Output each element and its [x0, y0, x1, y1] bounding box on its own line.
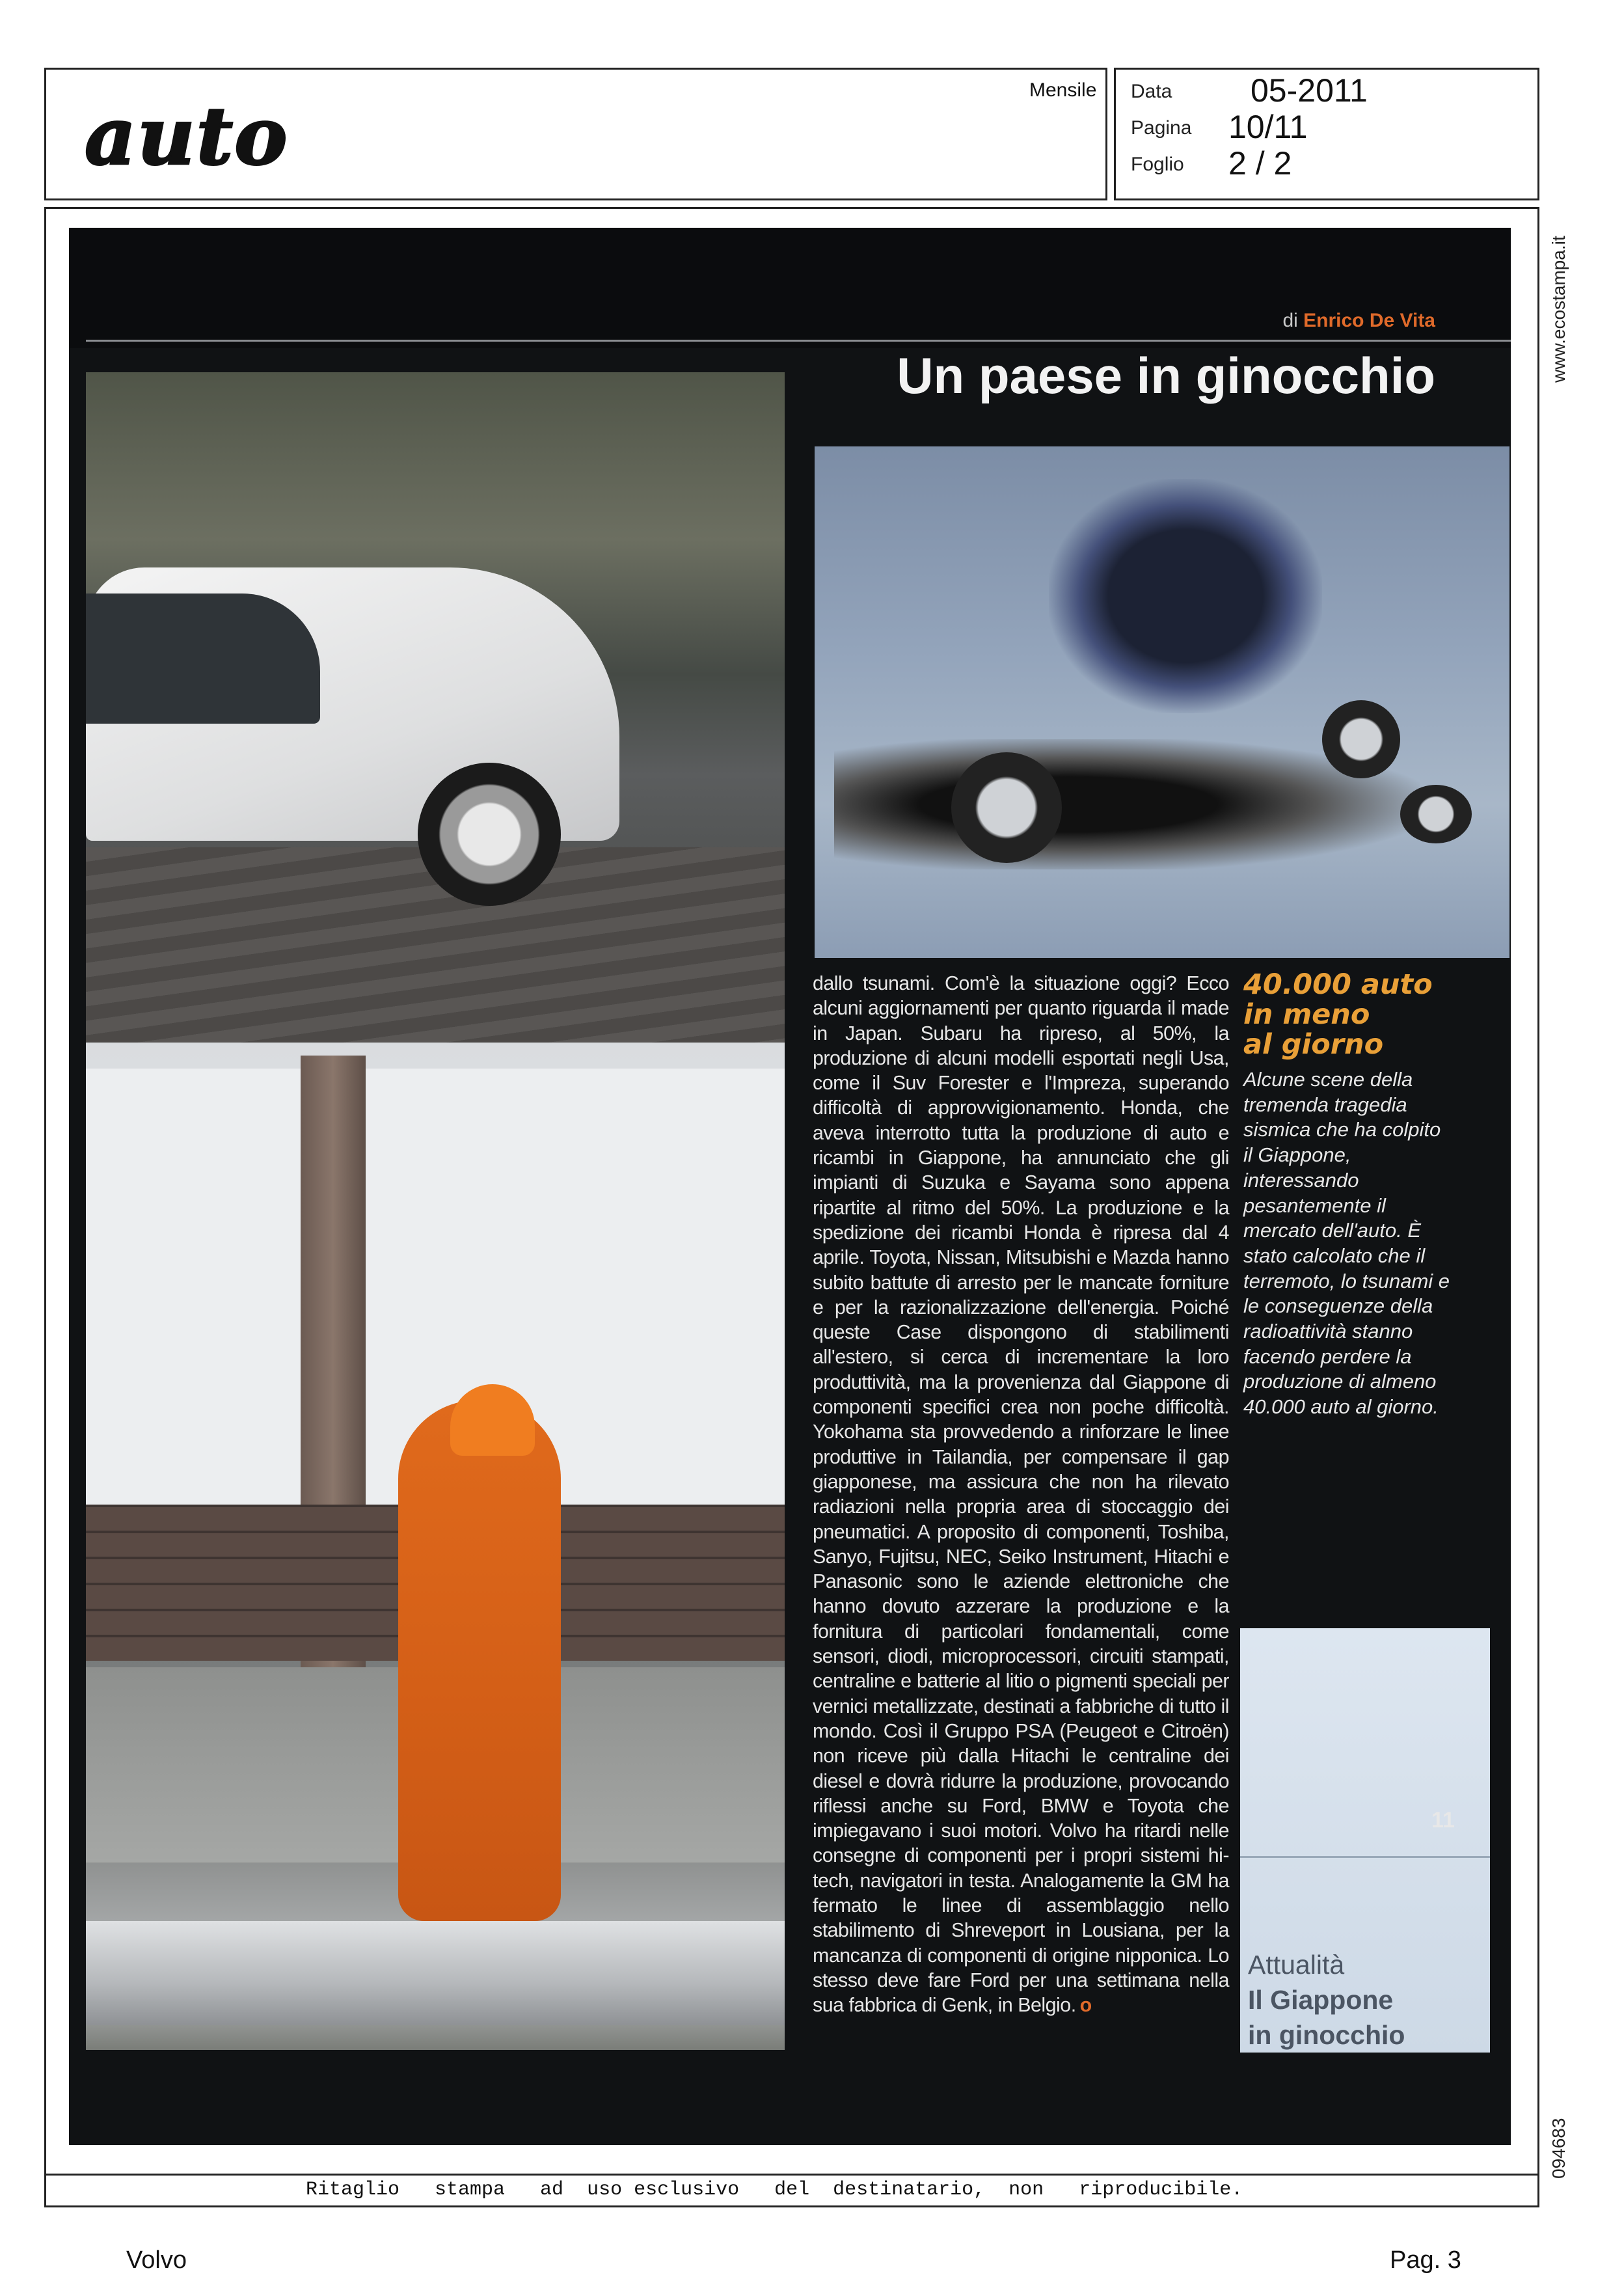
frequency-label: Mensile: [1029, 79, 1097, 101]
photo-car-wheel: [418, 763, 561, 906]
meta-sheet-label: Foglio: [1131, 154, 1184, 175]
photo-tire: [951, 752, 1062, 863]
footer-left: Volvo: [126, 2246, 187, 2274]
meta-date-value: 05-2011: [1251, 72, 1368, 109]
brand-logo: auto: [85, 89, 289, 183]
meta-sheet-value: 2 / 2: [1228, 145, 1292, 182]
magazine-page: [69, 228, 1511, 2145]
photo-flood-debris: [815, 446, 1509, 958]
section-tab-topic: Il Giappone: [1248, 1985, 1394, 2015]
notice-rule: [44, 2174, 1539, 2176]
byline-prefix: di: [1282, 310, 1298, 331]
meta-date-label: Data: [1131, 81, 1172, 102]
article-body-text: dallo tsunami. Com'è la situazione oggi? Ecco alcuni aggiornamenti per quanto riguarda il made in Japan. Subaru ha ripreso, al 50%, la produzione di alcuni modelli esportati negli Usa, come il Suv Forester e l'Impreza, superando difficoltà di approvvigionamento. Honda, che aveva interrotto tutta la produzione di auto e ricambi in Giappone, ha annunciato che gli impianti di Suzuka e Sayama sono appena ripartite al ritmo del 50%. La produzione e la spedizione dei ricambi Honda è ripresa dal 4 aprile. Toyota, Nissan, Mitsubishi e Mazda hanno subito battute di arresto per le mancate forniture e per la razionalizzazione dell'energia. Poiché queste Case dispongono di stabilimenti all'estero, si cerca di incrementare la loro produttività, ma la provenienza dal Giappone di componenti specifici crea non poche difficoltà. Yokohama sta provvedendo a rinforzare le linee produttive in Tailandia, per compensare il gap giapponese, ma assicura che non ha rilevato radiazioni nella propria area di stoccaggio dei pneumatici. A proposito di componenti, Toshiba, Sanyo, Fujitsu, NEC, Seiko Instrument, Hitachi e Panasonic sono le aziende elettroniche che hanno dovuto azzerare la produzione e la fornitura di particolari fondamentali, come sensori, diodi, microprocessori, circuiti stampati, centraline e batterie al litio o pigmenti speciali per vernici metallizzate, destinati a fabbriche di tutto il mondo. Così il Gruppo PSA (Peugeot e Citroën) non riceve più dalla Hitachi le centraline dei diesel e dovrà ridurre la produzione, provocando riflessi anche su Ford, BMW e Toyota che impiegavano i suoi motori. Volvo ha ritardi nelle consegne di componenti per i propri sistemi hi-tech, navigatori in testa. Analogamente la GM ha fermato le linee di assemblaggio nello stabilimento di Shreveport in Lousiana, per la mancanza di componenti di origine nipponica. Lo stesso deve fare Ford per una settimana nella sua fabbrica di Genk, in Belgio.: [813, 972, 1229, 2017]
sidebar-title: [1243, 970, 1465, 1059]
section-tab-rule: [1240, 1856, 1490, 1858]
sidebar-title-line: al giorno: [1243, 1028, 1384, 1061]
photo-guardrail: [86, 1921, 785, 2025]
photo-debris-pile: [1049, 479, 1322, 713]
notice-text: Ritaglio stampa ad uso esclusivo del destinatario, non riproducibile.: [306, 2179, 1243, 2201]
photo-tire: [1322, 700, 1400, 778]
headline-rule: [86, 340, 1511, 342]
photo-car-window: [86, 594, 320, 724]
sidebar-title-line: in meno: [1243, 998, 1370, 1031]
meta-page-value: 10/11: [1228, 109, 1308, 145]
side-code: 094683: [1549, 2118, 1569, 2179]
side-url: www.ecostampa.it: [1549, 236, 1569, 383]
byline-author: Enrico De Vita: [1303, 310, 1435, 331]
photo-car-on-roof: [86, 372, 785, 2050]
photo-tire: [1400, 785, 1472, 843]
end-mark: o: [1079, 1994, 1092, 2017]
headline: Un paese in ginocchio: [897, 347, 1435, 404]
sidebar-title-line: 40.000 auto: [1243, 968, 1433, 1001]
section-tab-topic: in ginocchio: [1248, 2020, 1405, 2050]
section-tab-label: Attualità: [1248, 1950, 1345, 1980]
page-number: 11: [1431, 1808, 1455, 1833]
footer-right: Pag. 3: [1390, 2246, 1461, 2274]
article-body: [813, 971, 1229, 2017]
photo-rescue-worker: [398, 1400, 561, 1921]
sidebar-caption: Alcune scene della tremenda tragedia sismica che ha colpito il Giappone, interessando pesantemente il mercato dell'auto. È stato calcolato che il terremoto, lo tsunami e le conseguenze della radioattività stanno facendo perdere la produzione di almeno 40.000 auto al giorno.: [1243, 1068, 1450, 1419]
byline: [1282, 310, 1435, 332]
meta-page-label: Pagina: [1131, 117, 1192, 139]
